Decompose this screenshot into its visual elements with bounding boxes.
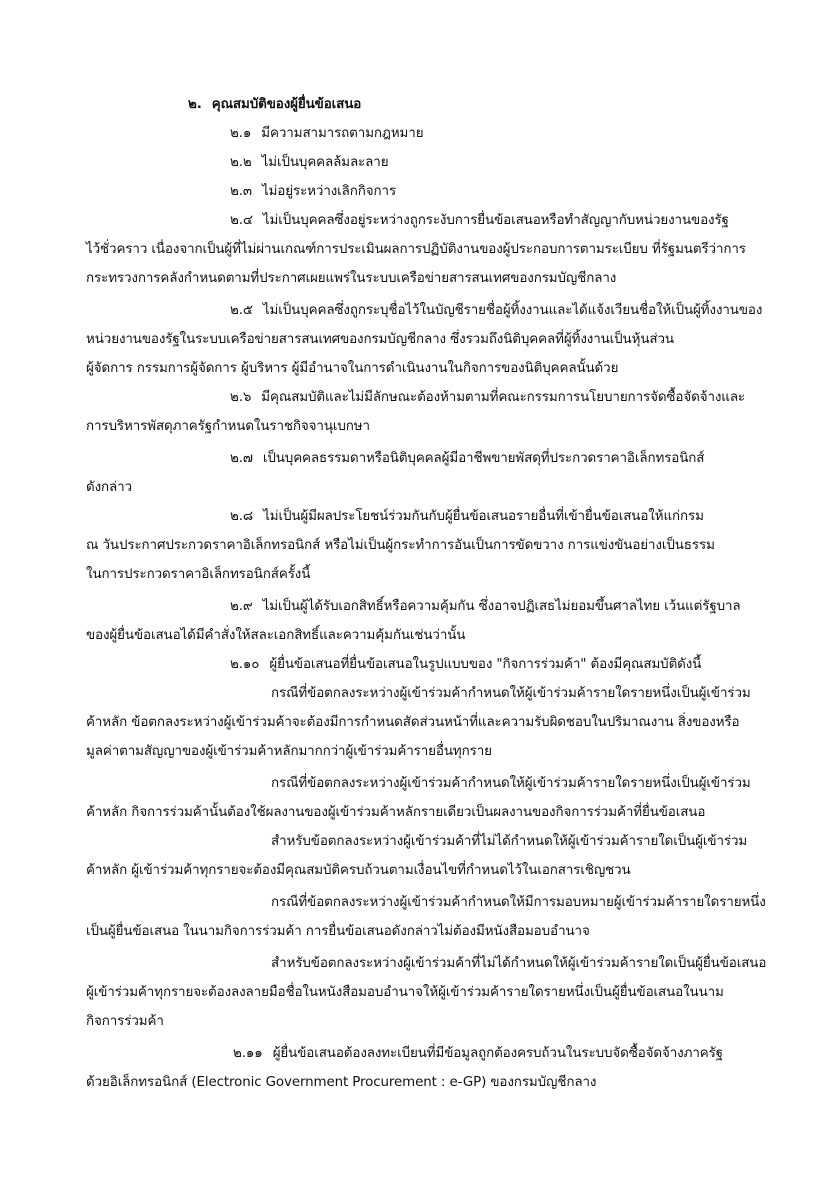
item-text-line: กระทรวงการคลังกำหนดตามที่ประกาศเผยแพร่ในระบบเครือข่ายสารสนเทศของกรมบัญชีกลาง (86, 271, 617, 286)
item-text-line: ผู้เข้าร่วมค้าทุกรายจะต้องลงลายมือชื่อในหนังสือมอบอำนาจให้ผู้เข้าร่วมค้ารายใดรายหนึ่งเป็นผู้ยื่นข้อเสนอในนาม (86, 985, 724, 1000)
item-text-line: ไม่เป็นผู้ได้รับเอกสิทธิ์หรือความคุ้มกัน ซึ่งอาจปฏิเสธไม่ยอมขึ้นศาลไทย เว้นแต่รัฐบาล (262, 599, 741, 614)
item-number: ๒.๑๑ (233, 1046, 263, 1061)
section-heading (188, 96, 361, 114)
item-number: ๒.๖ (230, 390, 252, 405)
item-text-line: เป็นผู้ยื่นข้อเสนอ ในนามกิจการร่วมค้า การยื่นข้อเสนอดังกล่าวไม่ต้องมีหนังสือมอบอำนาจ (86, 924, 590, 939)
item-text-line: มูลค่าตามสัญญาของผู้เข้าร่วมค้าหลักมากกว่าผู้เข้าร่วมค้ารายอื่นทุกราย (86, 744, 492, 759)
item-text-line: ด้วยอิเล็กทรอนิกส์ (Electronic Government Procurement : e-GP) ของกรมบัญชีกลาง (86, 1075, 597, 1090)
item-number: ๒.๔ (230, 213, 253, 228)
item-2-10 (230, 656, 701, 674)
item-text-line: ค้าหลัก ข้อตกลงระหว่างผู้เข้าร่วมค้าจะต้องมีการกำหนดสัดส่วนหน้าที่และความรับผิดชอบในปริมาณงาน สิ่งของหรือ (86, 715, 740, 730)
item-number: ๒.๘ (230, 509, 254, 524)
item-text-line: ณ วันประกาศประกวดราคาอิเล็กทรอนิกส์ หรือไม่เป็นผู้กระทำการอันเป็นการขัดขวาง การแข่งขันอย่างเป็นธรรม (86, 538, 715, 553)
item-2-2 (230, 154, 388, 172)
item-number: ๒.๗ (230, 451, 253, 466)
item-text-line: มีความสามารถตามกฎหมาย (261, 126, 424, 141)
item-text-line: กิจการร่วมค้า (86, 1014, 164, 1029)
item-2-7 (230, 450, 704, 468)
item-text-line: ดังกล่าว (86, 480, 132, 495)
item-text-line: การบริหารพัสดุภาครัฐกำหนดในราชกิจจานุเบกษา (86, 419, 370, 434)
item-number: ๒.๙ (230, 599, 253, 614)
item-2-11 (233, 1045, 723, 1063)
item-text-line: ไม่อยู่ระหว่างเลิกกิจการ (261, 184, 397, 199)
item-text-line: ในการประกวดราคาอิเล็กทรอนิกส์ครั้งนี้ (86, 567, 311, 582)
item-text-line: ผู้ยื่นข้อเสนอที่ยื่นข้อเสนอในรูปแบบของ "กิจการร่วมค้า" ต้องมีคุณสมบัติดังนี้ (269, 657, 702, 672)
item-number: ๒.๕ (230, 303, 253, 318)
item-2-8 (230, 508, 704, 526)
item-text-line: ไม่เป็นบุคคลล้มละลาย (261, 155, 389, 170)
item-2-4 (230, 212, 729, 230)
item-number: ๒.๑ (230, 126, 252, 141)
item-2-5 (230, 302, 762, 320)
item-2-9 (230, 598, 741, 616)
item-text-line: เป็นบุคคลธรรมดาหรือนิติบุคคลผู้มีอาชีพขายพัสดุที่ประกวดราคาอิเล็กทรอนิกส์ (262, 451, 705, 466)
jv-paragraph-5: สำหรับข้อตกลงระหว่างผู้เข้าร่วมค้าที่ไม่ได้กำหนดให้ผู้เข้าร่วมค้ารายใดเป็นผู้ยื่นข้อเสนอ (271, 956, 767, 971)
item-2-1 (230, 125, 423, 143)
item-number: ๒.๑๐ (230, 657, 260, 672)
item-text-line: ไว้ชั่วคราว เนื่องจากเป็นผู้ที่ไม่ผ่านเกณฑ์การประเมินผลการปฏิบัติงานของผู้ประกอบการตามระเบียบ ที่รัฐมนตรีว่าการ (86, 242, 746, 257)
item-2-3 (230, 183, 396, 201)
item-number: ๒.๓ (230, 184, 252, 199)
section-title: คุณสมบัติของผู้ยื่นข้อเสนอ (211, 97, 362, 112)
item-text-line: ของผู้ยื่นข้อเสนอได้มีคำสั่งให้สละเอกสิทธิ์และความคุ้มกันเช่นว่านั้น (86, 628, 466, 643)
item-text-line: ค้าหลัก ผู้เข้าร่วมค้าทุกรายจะต้องมีคุณสมบัติครบถ้วนตามเงื่อนไขที่กำหนดไว้ในเอกสารเชิญชวน (86, 863, 631, 878)
item-text-line: ผู้จัดการ กรรมการผู้จัดการ ผู้บริหาร ผู้มีอำนาจในการดำเนินงานในกิจการของนิติบุคคลนั้นด้วย (86, 361, 619, 376)
jv-paragraph-2: กรณีที่ข้อตกลงระหว่างผู้เข้าร่วมค้ากำหนดให้ผู้เข้าร่วมค้ารายใดรายหนึ่งเป็นผู้เข้าร่วม (271, 776, 751, 791)
item-text-line: มีคุณสมบัติและไม่มีลักษณะต้องห้ามตามที่คณะกรรมการนโยบายการจัดซื้อจัดจ้างและ (261, 390, 746, 405)
jv-paragraph-1: กรณีที่ข้อตกลงระหว่างผู้เข้าร่วมค้ากำหนดให้ผู้เข้าร่วมค้ารายใดรายหนึ่งเป็นผู้เข้าร่วม (271, 686, 751, 701)
item-2-6 (230, 389, 745, 407)
jv-paragraph-4: กรณีที่ข้อตกลงระหว่างผู้เข้าร่วมค้ากำหนดให้มีการมอบหมายผู้เข้าร่วมค้ารายใดรายหนึ่ง (271, 895, 766, 910)
section-number: ๒. (188, 97, 202, 112)
item-text-line: ไม่เป็นผู้มีผลประโยชน์ร่วมกันกับผู้ยื่นข้อเสนอรายอื่นที่เข้ายื่นข้อเสนอให้แก่กรม (263, 509, 704, 524)
item-text-line: ผู้ยื่นข้อเสนอต้องลงทะเบียนที่มีข้อมูลถูกต้องครบถ้วนในระบบจัดซื้อจัดจ้างภาครัฐ (272, 1046, 723, 1061)
item-text-line: ค้าหลัก กิจการร่วมค้านั้นต้องใช้ผลงานของผู้เข้าร่วมค้าหลักรายเดียวเป็นผลงานของกิจการร่วมค้าที่ยื่นข้อเสนอ (86, 805, 706, 820)
item-text-line: ไม่เป็นบุคคลซึ่งอยู่ระหว่างถูกระงับการยื่นข้อเสนอหรือทำสัญญากับหน่วยงานของรัฐ (262, 213, 729, 228)
jv-paragraph-3: สำหรับข้อตกลงระหว่างผู้เข้าร่วมค้าที่ไม่ได้กำหนดให้ผู้เข้าร่วมค้ารายใดเป็นผู้เข้าร่วม (271, 834, 748, 849)
item-text-line: หน่วยงานของรัฐในระบบเครือข่ายสารสนเทศของกรมบัญชีกลาง ซึ่งรวมถึงนิติบุคคลที่ผู้ทิ้งงานเป็นหุ้นส่วน (86, 332, 674, 347)
item-number: ๒.๒ (230, 155, 252, 170)
item-text-line: ไม่เป็นบุคคลซึ่งถูกระบุชื่อไว้ในบัญชีรายชื่อผู้ทิ้งงานและได้แจ้งเวียนชื่อให้เป็นผู้ทิ้งงานของ (262, 303, 763, 318)
